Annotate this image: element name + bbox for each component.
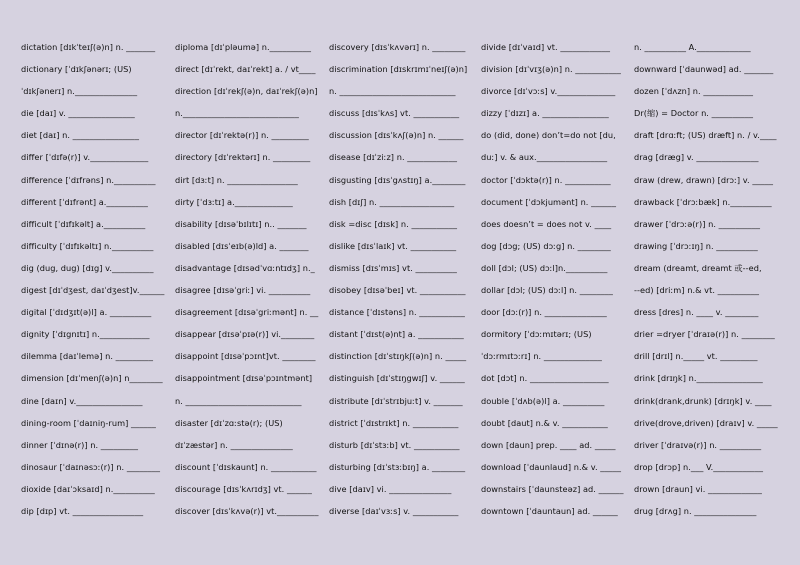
vocab-entry: disabled [dɪsˈeɪb(ə)ld] a. _______ xyxy=(175,240,309,251)
vocab-entry: different [ˈdɪfrənt] a.__________ xyxy=(21,196,148,207)
vocab-entry: disagree [dɪsəˈgriː] vi. __________ xyxy=(175,285,311,296)
word-column-3 xyxy=(329,41,481,565)
vocab-entry: drag [dræg] v. _______________ xyxy=(634,152,759,163)
vocab-entry: diploma [dɪˈpləumə] n.__________ xyxy=(175,42,312,52)
vocab-entry: digital [ˈdɪdʒɪt(ə)l] a. __________ xyxy=(21,307,152,318)
word-column-4 xyxy=(481,41,634,565)
vocab-entry: division [dɪˈvɪʒ(ə)n] n. ___________ xyxy=(481,64,621,75)
vocab-entry: drill [drɪl] n._____ vt. _________ xyxy=(634,351,758,362)
vocab-entry: directory [dɪˈrektərɪ] n. _________ xyxy=(175,152,311,163)
vocab-entry: difficulty [ˈdɪfɪkəltɪ] n.__________ xyxy=(21,240,154,251)
word-column-2 xyxy=(175,41,329,565)
vocab-entry: diet [daɪ] n. ________________ xyxy=(21,130,139,141)
vocab-entry: Dr(缩) = Doctor n. __________ xyxy=(634,108,754,119)
vocab-entry: discount [ˈdɪskaunt] n. ___________ xyxy=(175,461,317,472)
vocab-entry: disappoint [dɪsəˈpɔɪnt]vt. ________ xyxy=(175,351,316,362)
vocab-entry: discovery [dɪsˈkʌvərɪ] n. ________ xyxy=(329,42,466,52)
vocab-entry: disappointment [dɪsəˈpɔɪntmənt] xyxy=(175,373,313,384)
vocab-entry: disturb [dɪˈstɜːb] vt. ___________ xyxy=(329,439,460,450)
vocab-entry: drawback [ˈdrɔːbæk] n.__________ xyxy=(634,196,772,207)
vocab-entry: dip [dɪp] vt. _________________ xyxy=(21,505,144,516)
vocab-entry: n. __________ A._____________ xyxy=(634,42,751,52)
vocab-entry: dɪˈzæstər] n. _______________ xyxy=(175,439,293,450)
vocab-entry: direct [dɪˈrekt, daɪˈrekt] a. / vt____ xyxy=(175,64,316,75)
vocab-entry: difference [ˈdɪfrəns] n.__________ xyxy=(21,174,156,185)
vocab-entry: dot [dɔt] n. ___________________ xyxy=(481,373,609,384)
vocab-entry: dirt [dɜːt] n. _________________ xyxy=(175,174,298,185)
vocab-entry: drug [drʌg] n. _______________ xyxy=(634,505,757,516)
vocab-entry: discrimination [dɪskrɪmɪˈneɪʃ(ə)n] xyxy=(329,64,468,75)
vocab-entry: discourage [dɪsˈkʌrɪdʒ] vt. ______ xyxy=(175,483,312,494)
vocab-entry: down [daun] prep. ____ ad. _____ xyxy=(481,439,616,450)
vocab-entry: dimension [dɪˈmenʃ(ə)n] n________ xyxy=(21,373,163,384)
vocab-entry: drier =dryer [ˈdraɪə(r)] n. ________ xyxy=(634,329,775,340)
vocab-entry: director [dɪˈrektə(r)] n. _________ xyxy=(175,130,309,141)
vocab-entry: dignity [ˈdɪgnɪtɪ] n.____________ xyxy=(21,329,150,340)
vocab-entry: document [ˈdɔkjumənt] n. ______ xyxy=(481,196,616,207)
vocab-entry: discussion [dɪsˈkʌʃ(ə)n] n. ______ xyxy=(329,130,464,141)
vocab-entry: drop [drɔp] n.___ V.____________ xyxy=(634,461,763,472)
vocab-entry: disgusting [dɪsˈgʌstɪŋ] a.________ xyxy=(329,174,466,185)
vocab-entry: disadvantage [dɪsədˈvɑːntɪdʒ] n._ xyxy=(175,262,315,273)
vocab-entry: district [ˈdɪstrɪkt] n. ___________ xyxy=(329,417,459,428)
vocab-entry: divorce [dɪˈvɔːs] v.______________ xyxy=(481,86,616,97)
vocab-entry: dizzy [ˈdɪzɪ] a. ________________ xyxy=(481,108,609,119)
vocab-entry: dislike [dɪsˈlaɪk] vt. ___________ xyxy=(329,240,457,251)
vocab-entry: dozen [ˈdʌzn] n. ____________ xyxy=(634,86,754,97)
vocab-entry: dilemma [daɪˈlemə] n. _________ xyxy=(21,351,153,362)
vocab-entry: duː] v. & aux._________________ xyxy=(481,152,608,163)
vocab-entry: differ [ˈdɪfə(r)] v.______________ xyxy=(21,152,149,163)
vocab-entry: difficult [ˈdɪfɪkəlt] a.__________ xyxy=(21,218,146,229)
vocab-entry: distinction [dɪˈstɪŋkʃ(ə)n] n. _____ xyxy=(329,351,467,362)
vocab-entry: die [daɪ] v. ________________ xyxy=(21,108,135,119)
vocab-entry: door [dɔː(r)] n. _______________ xyxy=(481,307,607,318)
vocab-entry: ˈdɪkʃənerɪ] n._______________ xyxy=(21,86,138,97)
vocab-entry: dictionary [ˈdɪkʃənərɪ; (US) xyxy=(21,64,132,75)
vocab-entry: dirty [ˈdɜːtɪ] a.______________ xyxy=(175,196,293,207)
vocab-entry: dinosaur [ˈdaɪnəsɔː(r)] n. ________ xyxy=(21,461,161,472)
vocab-entry: draft [drɑːft; (US) dræft] n. / v.____ xyxy=(634,130,777,141)
vocab-entry: disk =disc [dɪsk] n. ___________ xyxy=(329,218,458,229)
vocab-entry: drive(drove,driven) [draɪv] v. _____ xyxy=(634,417,778,428)
vocab-entry: dioxide [daɪˈɔksaɪd] n.__________ xyxy=(21,483,155,494)
vocab-entry: distribute [dɪˈstrɪbjuːt] v. _______ xyxy=(329,395,463,406)
vocab-entry: dive [daɪv] vi. _______________ xyxy=(329,483,452,494)
vocab-entry: disease [dɪˈziːz] n. ____________ xyxy=(329,152,457,163)
vocab-entry: --ed) [driːm] n.& vt. __________ xyxy=(634,285,760,296)
vocab-entry: dining-room [ˈdaɪniŋ-rum] ______ xyxy=(21,417,156,428)
vocab-entry: dog [dɔg; (US) dɔːg] n. ________ xyxy=(481,240,611,251)
vocab-entry: direction [dɪˈrekʃ(ə)n, daɪˈrekʃ(ə)n] xyxy=(175,86,318,97)
vocab-entry: drown [draun] vi. _____________ xyxy=(634,483,762,494)
vocab-entry: drink(drank,drunk) [drɪŋk] v. ____ xyxy=(634,395,772,406)
vocab-entry: disobey [dɪsəˈbeɪ] vt. ___________ xyxy=(329,285,466,296)
vocab-entry: dig (dug, dug) [dɪg] v.__________ xyxy=(21,262,154,273)
vocab-entry: n.____________________________ xyxy=(175,108,299,119)
vocab-entry: drawer [ˈdrɔːə(r)] n. __________ xyxy=(634,218,761,229)
word-column-5 xyxy=(634,41,784,565)
vocab-entry: disagreement [dɪsəˈgriːmənt] n. __ xyxy=(175,307,319,318)
word-column-1 xyxy=(21,41,175,565)
vocab-entry: dish [dɪʃ] n. __________________ xyxy=(329,196,455,207)
vocab-entry: doubt [daut] n.& v. ___________ xyxy=(481,417,608,428)
vocab-entry: n. ____________________________ xyxy=(175,395,302,406)
vocab-entry: distant [ˈdɪst(ə)nt] a. ___________ xyxy=(329,329,464,340)
vocab-entry: do (did, done) don’t=do not [du, xyxy=(481,130,616,141)
vocab-entry: digest [dɪˈdʒest, daɪˈdʒest]v.______ xyxy=(21,285,165,296)
vocab-entry: downward [ˈdaunwəd] ad. _______ xyxy=(634,64,774,75)
vocab-entry: dream (dreamt, dreamt 或--ed, xyxy=(634,262,762,273)
vocab-entry: download [ˈdaunlaud] n.& v. _____ xyxy=(481,461,622,472)
vocab-entry: draw (drew, drawn) [drɔː] v. _____ xyxy=(634,174,774,185)
vocab-entry: does doesn’t = does not v. ____ xyxy=(481,218,612,229)
vocab-entry: downtown [ˈdauntaun] ad. ______ xyxy=(481,505,618,516)
vocab-entry: dinner [ˈdɪnə(r)] n. _________ xyxy=(21,439,139,450)
vocab-entry: dine [daɪn] v.________________ xyxy=(21,395,143,406)
vocab-entry: disability [dɪsəˈbɪlɪtɪ] n.. _______ xyxy=(175,218,307,229)
vocab-entry: dress [dres] n. ____ v. ________ xyxy=(634,307,759,318)
vocab-entry: dismiss [dɪsˈmɪs] vt. __________ xyxy=(329,262,457,273)
vocab-entry: distance [ˈdɪstəns] n. ___________ xyxy=(329,307,465,318)
vocab-entry: disappear [dɪsəˈpɪə(r)] vi.________ xyxy=(175,329,315,340)
vocab-entry: discover [dɪsˈkʌvə(r)] vt.__________ xyxy=(175,505,319,516)
vocab-entry: diverse [daɪˈvɜːs] v. ___________ xyxy=(329,505,459,516)
vocab-entry: discuss [dɪsˈkʌs] vt. ___________ xyxy=(329,108,460,119)
vocab-entry: double [ˈdʌb(ə)l] a. __________ xyxy=(481,395,605,406)
vocab-entry: distinguish [dɪˈstɪŋgwɪʃ] v. ______ xyxy=(329,373,465,384)
vocab-entry: ˈdɔːrmɪtɔːrɪ] n. ______________ xyxy=(481,351,602,362)
vocab-entry: dollar [dɔl; (US) dɔːl] n. ________ xyxy=(481,285,613,296)
vocab-entry: drink [drɪŋk] n.________________ xyxy=(634,373,763,384)
vocab-entry: drawing [ˈdrɔːɪŋ] n. __________ xyxy=(634,240,758,251)
vocab-entry: dictation [dɪkˈteɪʃ(ə)n] n. _______ xyxy=(21,42,156,52)
vocab-entry: driver [ˈdraɪvə(r)] n. __________ xyxy=(634,439,762,450)
vocab-entry: divide [dɪˈvaɪd] vt. ____________ xyxy=(481,42,611,52)
vocab-entry: downstairs [ˈdaunsteəz] ad. ______ xyxy=(481,483,624,494)
vocab-entry: doll [dɔl; (US) dɔːl]n.__________ xyxy=(481,262,608,273)
vocab-entry: disaster [dɪˈzɑːstə(r); (US) xyxy=(175,417,283,428)
vocab-entry: disturbing [dɪˈstɜːbɪŋ] a. ________ xyxy=(329,461,466,472)
vocab-entry: n. ____________________________ xyxy=(329,86,456,97)
vocab-entry: doctor [ˈdɔktə(r)] n. ___________ xyxy=(481,174,611,185)
vocab-entry: dormitory [ˈdɔːmɪtərɪ; (US) xyxy=(481,329,592,340)
